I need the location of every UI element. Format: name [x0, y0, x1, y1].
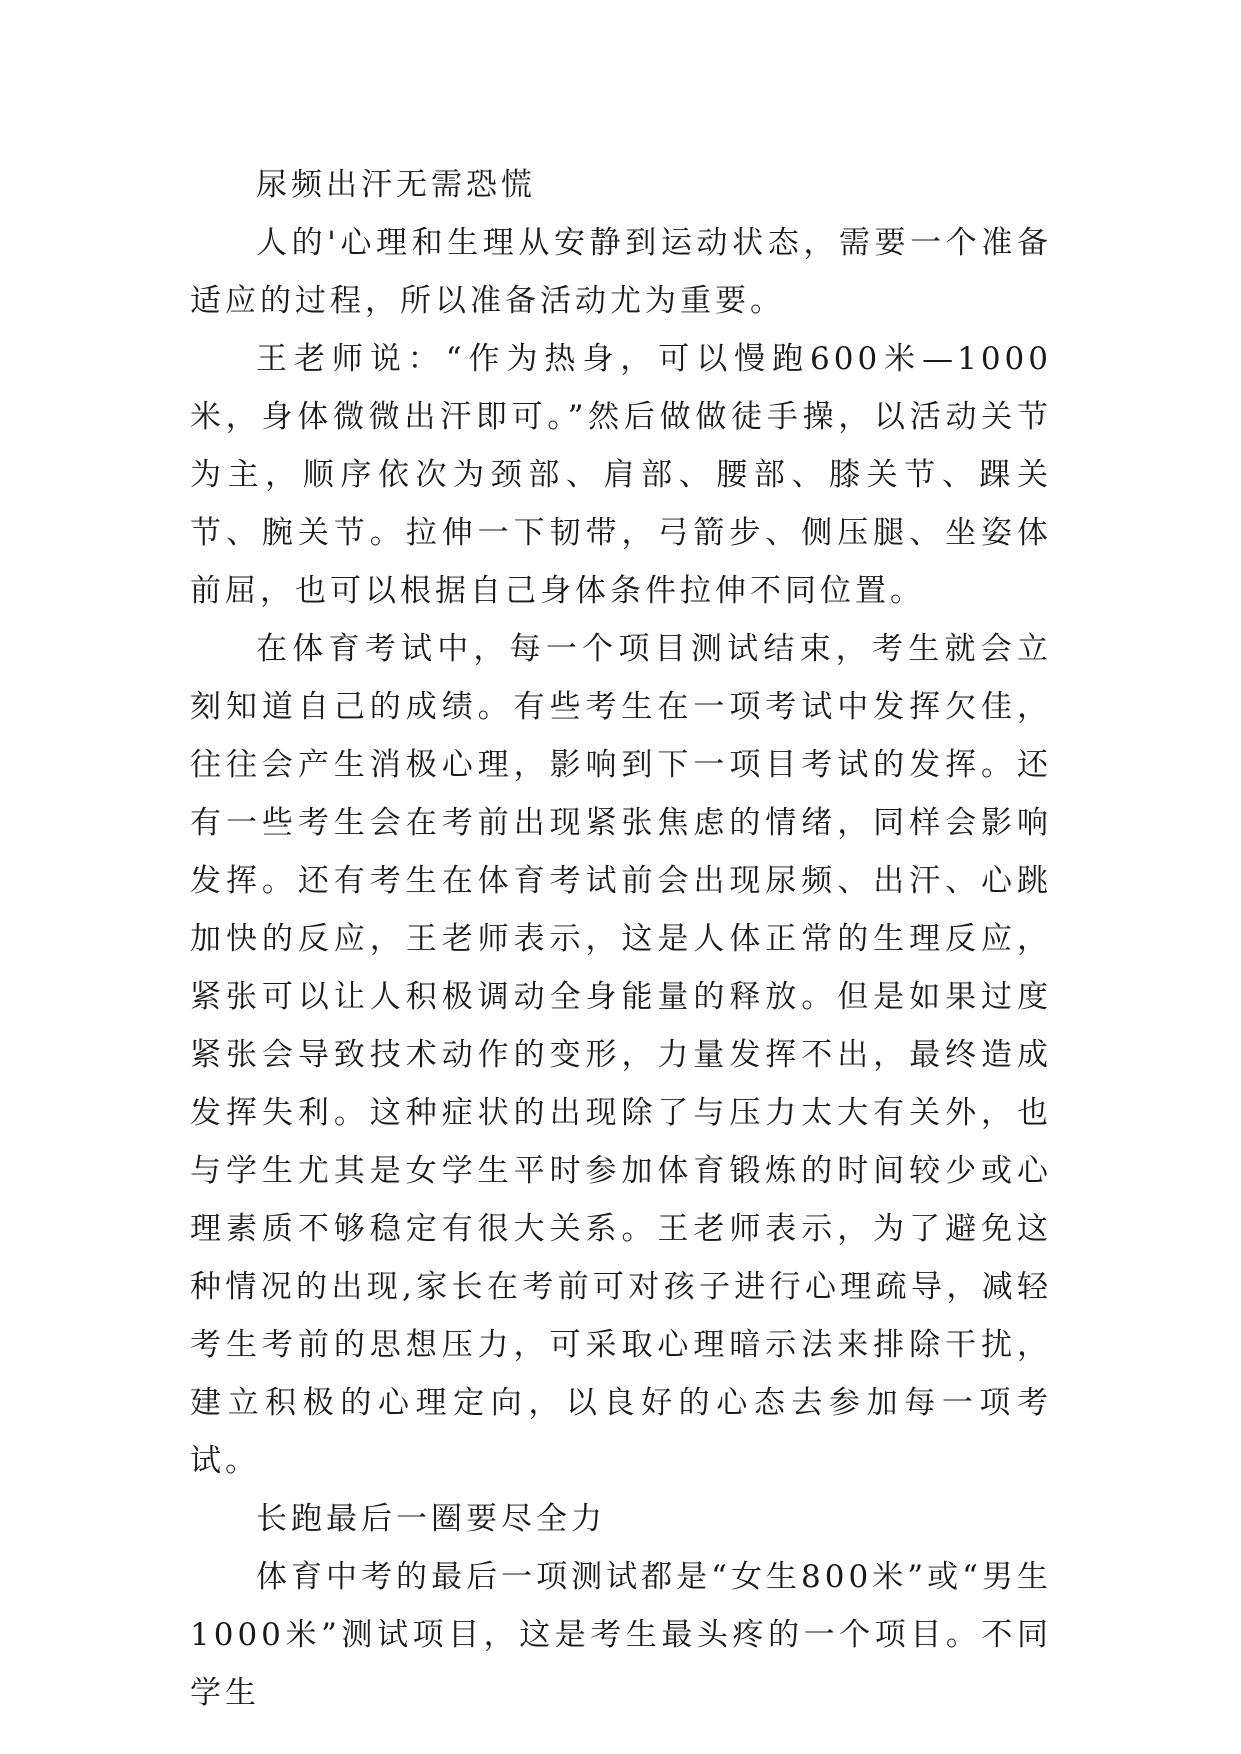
document-body: [190, 156, 1052, 1722]
section-heading: 尿频出汗无需恐慌: [256, 167, 536, 203]
paragraph: 人的'心理和生理从安静到运动状态，需要一个准备适应的过程，所以准备活动尤为重要。: [190, 225, 1052, 319]
paragraph: 体育中考的最后一项测试都是“女生800米”或“男生1000米”测试项目，这是考生最头疼的一个项目。不同学生: [190, 1559, 1052, 1711]
paragraph: 在体育考试中，每一个项目测试结束，考生就会立刻知道自己的成绩。有些考生在一项考试中发挥欠佳，往往会产生消极心理，影响到下一项目考试的发挥。还有一些考生会在考前出现紧张焦虑的情绪，同样会影响发挥。还有考生在体育考试前会出现尿频、出汗、心跳加快的反应，王老师表示，这是人体正常的生理反应，紧张可以让人积极调动全身能量的释放。但是如果过度紧张会导致技术动作的变形，力量发挥不出，最终造成发挥失利。这种症状的出现除了与压力太大有关外，也与学生尤其是女学生平时参加体育锻炼的时间较少或心理素质不够稳定有很大关系。王老师表示，为了避免这种情况的出现,家长在考前可对孩子进行心理疏导，减轻考生考前的思想压力，可采取心理暗示法来排除干扰，建立积极的心理定向，以良好的心态去参加每一项考试。: [190, 631, 1052, 1479]
paragraph: 王老师说：“作为热身，可以慢跑600米—1000米，身体微微出汗即可。”然后做做徒手操，以活动关节为主，顺序依次为颈部、肩部、腰部、膝关节、踝关节、腕关节。拉伸一下韧带，弓箭步、侧压腿、坐姿体前屈，也可以根据自己身体条件拉伸不同位置。: [190, 341, 1052, 609]
section-heading: 长跑最后一圈要尽全力: [256, 1501, 606, 1537]
